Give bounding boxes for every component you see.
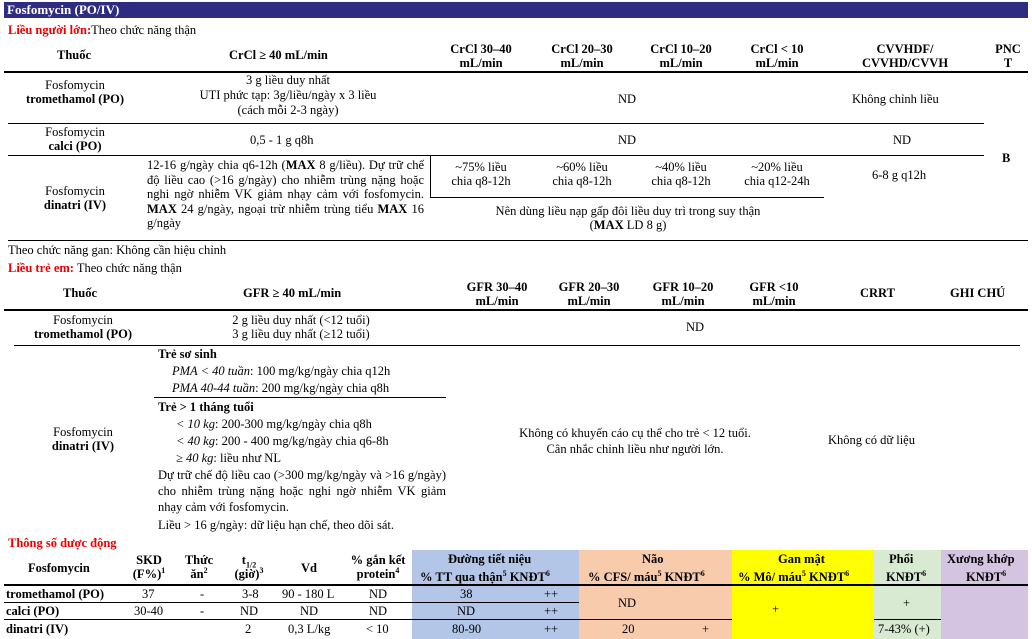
ped-row1-renal: ND bbox=[686, 320, 705, 334]
adult-pnct-value: B bbox=[1002, 151, 1011, 165]
ped-header-note: GHI CHÚ bbox=[950, 286, 1006, 300]
pk-row1-drug: tromethamol (PO) bbox=[6, 587, 105, 601]
pk-row1-urinary-k: ++ bbox=[544, 587, 559, 601]
adult-row1-cvvh: Không chỉnh liều bbox=[852, 92, 939, 106]
pk-row3-lung-k: 7-43% (+) bbox=[878, 622, 930, 636]
page-title: Fosfomycin (PO/IV) bbox=[4, 2, 1028, 18]
adult-row2-dose: 0,5 - 1 g q8h bbox=[250, 133, 314, 147]
ped-row2-renal: Không có khuyến cáo cụ thể cho trẻ < 12 tuổi. Cân nhắc chỉnh liều như người lớn. bbox=[519, 426, 751, 456]
pk-row2-drug: calci (PO) bbox=[6, 604, 60, 618]
ped-child-2: < 40 kg: 200 - 400 mg/kg/ngày chia q6-8h bbox=[176, 434, 389, 448]
ped-neonate-2: PMA 40-44 tuần: 200 mg/kg/ngày chia q8h bbox=[172, 381, 390, 395]
pk-row1-urinary-pct: 38 bbox=[460, 587, 473, 601]
adult-header-crcl40: CrCl ≥ 40 mL/min bbox=[229, 48, 328, 62]
pk-row3-protein: < 10 bbox=[366, 622, 389, 636]
pk-row1-food: - bbox=[200, 587, 205, 601]
pk-lung-rule bbox=[874, 619, 941, 620]
pk-header-lung: Phổi bbox=[889, 552, 914, 566]
pk-heading: Thông số dược động bbox=[8, 536, 117, 550]
ped-neonate-title: Trẻ sơ sinh bbox=[158, 347, 217, 361]
adult-hepatic-note: Theo chức năng gan: Không cần hiệu chỉnh bbox=[8, 243, 227, 257]
ped-reserve-note: Dự trữ chế độ liều cao (>300 mg/kg/ngày và >16 g/ngày) cho nhiễm trùng nặng hoặc nghi ngờ nhiễm VK giảm nhạy cảm với fosfomycin. bbox=[158, 468, 446, 515]
ped-child-title: Trẻ > 1 tháng tuổi bbox=[158, 400, 254, 414]
pk-row1-skd: 37 bbox=[142, 587, 155, 601]
adult-row3-loading: Nên dùng liều nạp gấp đôi liều duy trì trong suy thận (MAX LD 8 g) bbox=[495, 204, 761, 232]
ped-header-rule bbox=[4, 309, 1028, 311]
adult-row2-rule bbox=[8, 155, 984, 156]
adult-row1-drug: Fosfomycin tromethamol (PO) bbox=[25, 78, 124, 106]
pk-brain-rule bbox=[579, 619, 732, 620]
adult-header-crcl20-30: CrCl 20–30 mL/min bbox=[551, 42, 613, 70]
adult-header-cvvh: CVVHDF/ CVVHD/CVVH bbox=[861, 42, 949, 70]
ped-neonate-rule bbox=[154, 397, 446, 398]
pk-row2-food: - bbox=[200, 604, 205, 618]
adult-header-crcl10: CrCl < 10 mL/min bbox=[750, 42, 804, 70]
pk-header-rule bbox=[4, 584, 1028, 586]
ped-header-gfr10: GFR <10 mL/min bbox=[749, 280, 799, 308]
pk-row3-vd: 0,3 L/kg bbox=[288, 622, 331, 636]
pk-header-vd: Vd bbox=[301, 561, 317, 575]
pk-sub-brain: % CFS/ máu$^5$ KNĐT$^6$ bbox=[588, 568, 705, 584]
pk-sub-urinary: % TT qua thận$^5$ KNĐT$^6$ bbox=[420, 568, 550, 584]
adult-row1-renal: ND bbox=[618, 92, 637, 106]
ped-child-3: ≥ 40 kg: liều như NL bbox=[176, 451, 281, 465]
adult-row3-split1 bbox=[430, 156, 431, 198]
ped-header-crrt: CRRT bbox=[860, 286, 895, 300]
adult-bottom-rule bbox=[8, 240, 1028, 241]
pk-header-drug: Fosfomycin bbox=[28, 561, 90, 575]
adult-row2-drug: Fosfomycin calci (PO) bbox=[45, 125, 105, 153]
ped-header-gfr30-40: GFR 30–40 mL/min bbox=[466, 280, 528, 308]
ped-header-gfr20-30: GFR 20–30 mL/min bbox=[558, 280, 620, 308]
adult-row2-cvvh: ND bbox=[893, 133, 912, 147]
ped-row1-drug: Fosfomycin tromethamol (PO) bbox=[33, 313, 132, 341]
pk-sub-bile: % Mô/ máu$^5$ KNĐT$^6$ bbox=[738, 568, 850, 584]
ped-heading-note: Theo chức năng thận bbox=[73, 261, 182, 275]
pk-row2-skd: 30-40 bbox=[134, 604, 164, 618]
adult-header-pnct: PNC T bbox=[995, 42, 1021, 70]
pk-header-protein: % gắn kết protein$^4$ bbox=[350, 553, 406, 581]
ped-limit-note: Liều > 16 g/ngày: dữ liệu hạn chế, theo dõi sát. bbox=[158, 518, 394, 532]
pk-header-food: Thức $ăn^2$ bbox=[184, 553, 214, 581]
pk-row2-urinary-pct: ND bbox=[457, 604, 476, 618]
pk-row3-t12: 2 bbox=[245, 622, 252, 636]
ped-row1-rule bbox=[14, 345, 1020, 346]
ped-header-drug: Thuốc bbox=[63, 286, 98, 300]
ped-heading: Liều trẻ em: bbox=[8, 261, 74, 275]
adult-row3-drug: Fosfomycin dinatri (IV) bbox=[43, 184, 107, 212]
adult-row3-inner-rule bbox=[430, 197, 824, 198]
adult-header-crcl30-40: CrCl 30–40 mL/min bbox=[450, 42, 512, 70]
pk-row1-protein: ND bbox=[369, 587, 388, 601]
pk-row2-t12: ND bbox=[240, 604, 259, 618]
pk-row3-urinary-k: ++ bbox=[544, 622, 559, 636]
pk-bile-k: + bbox=[772, 602, 780, 616]
adult-heading: Liều người lớn: bbox=[8, 23, 92, 37]
adult-row3-c10-20: ~40% liều chia q8-12h bbox=[651, 160, 711, 188]
pk-row2-protein: ND bbox=[369, 604, 388, 618]
ped-header-gfr10-20: GFR 10–20 mL/min bbox=[652, 280, 714, 308]
pk-row3-drug: dinatri (IV) bbox=[6, 622, 69, 636]
adult-row1-rule bbox=[8, 123, 984, 124]
pk-header-t12: $t_{1/2}$ (giờ)$^3$ bbox=[234, 553, 264, 581]
adult-header-drug: Thuốc bbox=[57, 48, 92, 62]
adult-row3-c10: ~20% liều chia q12-24h bbox=[744, 160, 810, 188]
pk-header-bile: Gan mật bbox=[778, 552, 825, 566]
pk-header-brain: Não bbox=[642, 552, 664, 566]
adult-row2-renal: ND bbox=[618, 133, 637, 147]
ped-child-1: < 10 kg: 200-300 mg/kg/ngày chia q8h bbox=[176, 417, 372, 431]
pk-header-urinary: Đường tiết niệu bbox=[448, 552, 532, 566]
pk-row2-vd: ND bbox=[300, 604, 319, 618]
pk-row2-rule bbox=[4, 619, 579, 620]
ped-neonate-1: PMA < 40 tuần: 100 mg/kg/ngày chia q12h bbox=[172, 364, 391, 378]
adult-row3-c30-40: ~75% liều chia q8-12h bbox=[451, 160, 511, 188]
pk-row3-brain-k: + bbox=[702, 622, 710, 636]
adult-header-crcl10-20: CrCl 10–20 mL/min bbox=[650, 42, 712, 70]
ped-row2-crrt: Không có dữ liệu bbox=[828, 433, 915, 447]
pk-sub-bone: KNĐT$^6$ bbox=[966, 568, 1007, 584]
adult-row3-c20-30: ~60% liều chia q8-12h bbox=[552, 160, 612, 188]
pk-row1-t12: 3-8 bbox=[242, 587, 259, 601]
ped-heading-line bbox=[8, 261, 182, 276]
pk-row3-urinary-pct: 80-90 bbox=[452, 622, 482, 636]
pk-row1-vd: 90 - 180 L bbox=[282, 587, 335, 601]
pk-sub-lung: KNĐT$^6$ bbox=[886, 568, 927, 584]
adult-row1-dose: 3 g liều duy nhất UTI phức tạp: 3g/liều/ngày x 3 liều (cách mỗi 2-3 ngày) bbox=[199, 73, 377, 117]
ped-row2-drug: Fosfomycin dinatri (IV) bbox=[51, 425, 115, 453]
pk-lung-k-po: + bbox=[903, 596, 911, 610]
ped-row1-dose: 2 g liều duy nhất (<12 tuổi) 3 g liều duy nhất (≥12 tuổi) bbox=[232, 313, 370, 341]
pk-brain-nd: ND bbox=[618, 596, 637, 610]
pk-header-bone: Xương khớp bbox=[947, 552, 1015, 566]
adult-row3-cvvh: 6-8 g q12h bbox=[872, 168, 927, 182]
pk-row3-brain-pct: 20 bbox=[622, 622, 635, 636]
pk-row2-urinary-k: ++ bbox=[544, 604, 559, 618]
adult-heading-line bbox=[8, 23, 196, 38]
adult-row3-dose: 12-16 g/ngày chia q6-12h (MAX 8 g/liều). Dự trữ chế độ liều cao (>16 g/ngày) cho nhiễm trùng nặng hoặc nghi ngờ nhiễm VK giảm nhạy cảm với fosfomycin. MAX 24 g/ngày, ngoại trừ nhiễm trùng tiểu MAX 16 g/ngày bbox=[147, 158, 424, 231]
ped-header-gfr40: GFR ≥ 40 mL/min bbox=[243, 286, 342, 300]
adult-heading-note: Theo chức năng thận bbox=[91, 23, 197, 37]
pk-header-skd: SKD $(F\%)^1$ bbox=[132, 553, 166, 581]
pk-row1-rule bbox=[4, 602, 579, 603]
